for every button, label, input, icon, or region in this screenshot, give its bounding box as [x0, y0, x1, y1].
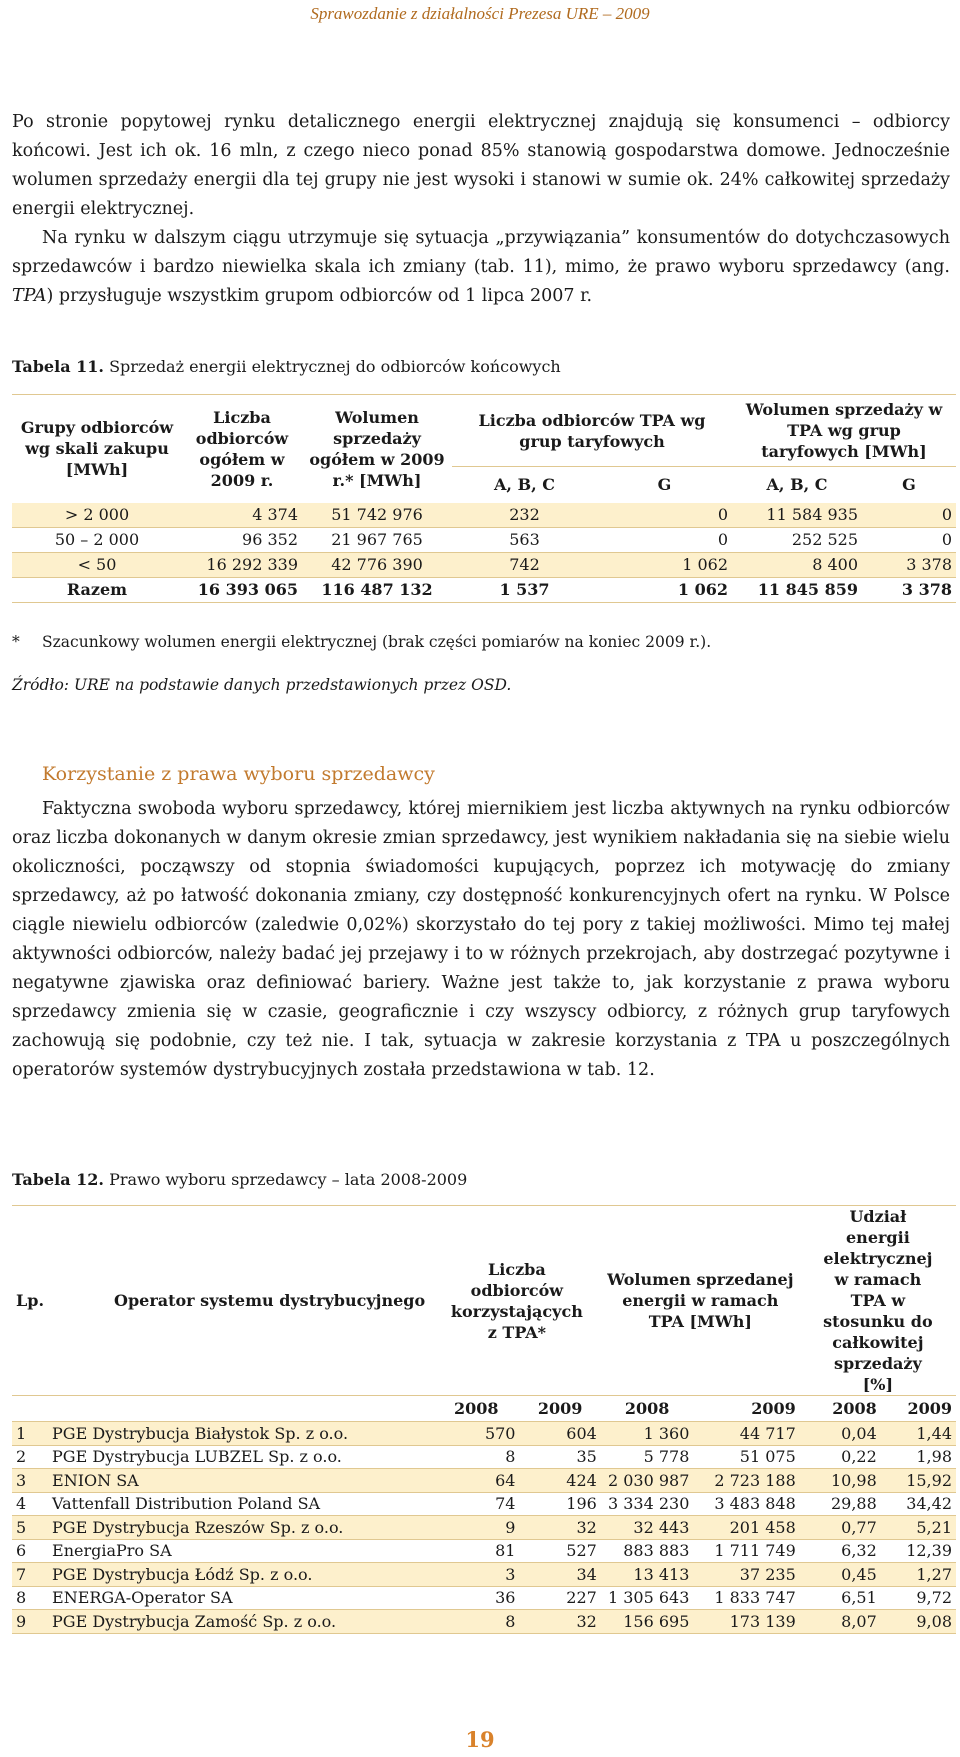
table11-cell-tpa-abc: 563: [452, 527, 597, 552]
table12-header-volume: Wolumen sprzedanej energii w ramach TPA [MWh]: [607, 1270, 794, 1331]
table12-cell-s2009: 15,92: [881, 1469, 956, 1493]
table11-cell-vol-g: 0: [862, 527, 956, 552]
page-number: 19: [465, 1727, 495, 1752]
table12-cell-lp: 2: [12, 1445, 48, 1469]
table12-year-2009: 2009: [519, 1396, 600, 1422]
table-row: [12, 1610, 956, 1634]
table12-cell-v2009: 3 483 848: [693, 1492, 799, 1516]
table12-cell-c2008: 36: [433, 1586, 520, 1610]
table11-cell-tpa-g: 1 062: [597, 552, 732, 577]
table12-cell-v2009: 1 833 747: [693, 1586, 799, 1610]
table-row: [12, 552, 956, 577]
table12-cell-s2009: 1,98: [881, 1445, 956, 1469]
table12-cell-operator: Vattenfall Distribution Poland SA: [48, 1492, 433, 1516]
table12-cell-c2009: 424: [519, 1469, 600, 1493]
table12-cell-v2008: 1 360: [601, 1422, 694, 1446]
table11-cell-vol-g: 3 378: [862, 552, 956, 577]
table12-cell-c2008: 3: [433, 1563, 520, 1587]
table12-header-count: Liczba odbiorców korzystających z TPA*: [450, 1259, 583, 1342]
table12-cell-c2009: 32: [519, 1516, 600, 1540]
table12-cell-s2009: 9,72: [881, 1586, 956, 1610]
table11-cell-vol-abc: 252 525: [732, 527, 862, 552]
table12-cell-v2009: 44 717: [693, 1422, 799, 1446]
table11-caption: [12, 357, 561, 376]
table12-cell-c2009: 227: [519, 1586, 600, 1610]
table12-cell-c2009: 604: [519, 1422, 600, 1446]
table12-cell-lp: 5: [12, 1516, 48, 1540]
table12-cell-s2009: 5,21: [881, 1516, 956, 1540]
table-12: [12, 1205, 956, 1634]
table11-cell-volume: 116 487 132: [302, 577, 452, 602]
table11-cell-vol-g: 3 378: [862, 577, 956, 602]
table12-cell-c2008: 64: [433, 1469, 520, 1493]
table11-header-volume: Wolumen sprzedaży ogółem w 2009 r.* [MWh]: [309, 407, 445, 490]
table12-year-2009: 2009: [881, 1396, 956, 1422]
section-title: Korzystanie z prawa wyboru sprzedawcy: [42, 763, 435, 785]
table12-cell-v2008: 3 334 230: [601, 1492, 694, 1516]
table11-caption-label: Tabela 11.: [12, 357, 104, 376]
table11-sub-g: G: [862, 467, 956, 503]
footnote-mark: *: [12, 633, 20, 651]
table12-caption: [12, 1170, 467, 1189]
intro-paragraph-1: Po stronie popytowej rynku detalicznego energii elektrycznej znajdują się konsumenci – odbiorcy końcowi. Jest ich ok. 16 mln, z czego nieco ponad 85% stanowią gospodarstwa domowe. Jednocześnie wolumen sprzedaży energii dla tej grupy nie jest wysoki i stanowi w sumie ok. 24% całkowitej sprzedaży energii elektrycznej.: [12, 112, 950, 219]
intro-paragraph-2: [12, 224, 950, 311]
table-11: [12, 394, 956, 603]
intro-p2-text-a: Na rynku w dalszym ciągu utrzymuje się sytuacja „przywiązania” konsumentów do dotychczasowych sprzedawców i bardzo niewielka skala ich zmiany (tab. 11), mimo, że prawo wyboru sprzedawcy (ang.: [12, 228, 950, 277]
table-row-total: [12, 577, 956, 602]
table12-cell-operator: EnergiaPro SA: [48, 1539, 433, 1563]
table11-cell-tpa-abc: 232: [452, 503, 597, 528]
table12-cell-v2009: 201 458: [693, 1516, 799, 1540]
table11-cell-count: 16 393 065: [182, 577, 302, 602]
table12-cell-v2008: 883 883: [601, 1539, 694, 1563]
table12-cell-lp: 9: [12, 1610, 48, 1634]
table11-footnote: [12, 633, 711, 651]
table11-cell-volume: 21 967 765: [302, 527, 452, 552]
table12-cell-s2008: 8,07: [800, 1610, 881, 1634]
table12-year-2009: 2009: [693, 1396, 799, 1422]
table11-header-row: [12, 395, 956, 467]
table-row: [12, 1422, 956, 1446]
table12-cell-s2009: 34,42: [881, 1492, 956, 1516]
table11-cell-tpa-abc: 1 537: [452, 577, 597, 602]
table12-caption-text: Prawo wyboru sprzedawcy – lata 2008-2009: [109, 1170, 468, 1189]
table12-cell-s2008: 10,98: [800, 1469, 881, 1493]
table11-cell-group: Razem: [12, 577, 182, 602]
table12-cell-s2009: 1,27: [881, 1563, 956, 1587]
table11-header-tpa-volume: Wolumen sprzedaży w TPA wg grup taryfowych [MWh]: [745, 400, 943, 461]
table12-year-2008: 2008: [433, 1396, 520, 1422]
table12-header-share: Udział energii elektrycznej w ramach TPA w stosunku do całkowitej sprzedaży [%]: [823, 1207, 933, 1394]
table12-cell-s2009: 12,39: [881, 1539, 956, 1563]
table12-cell-c2009: 196: [519, 1492, 600, 1516]
table12-cell-c2009: 34: [519, 1563, 600, 1587]
table12-cell-operator: ENION SA: [48, 1469, 433, 1493]
table11-header-count: Liczba odbiorców ogółem w 2009 r.: [195, 407, 289, 490]
section-body: Faktyczna swoboda wyboru sprzedawcy, której miernikiem jest liczba aktywnych na rynku odbiorców oraz liczba dokonanych w danym okresie zmian sprzedawcy, jest wynikiem nakładania się na siebie wielu okoliczności, począwszy od stopnia świadomości kupujących, poprzez ich motywację do zmiany sprzedawcy, aż po łatwość dokonania zmiany, czy dostępność konkurencyjnych ofert na rynku. W Polsce ciągle niewielu odbiorców (zaledwie 0,02%) skorzystało do tej pory z takiej możliwości. Mimo tej małej aktywności odbiorców, należy badać jej przejawy i to w różnych przekrojach, aby dostrzegać pozytywne i negatywne zjawiska oraz definiować bariery. Ważne jest także to, jak korzystanie z prawa wyboru sprzedawcy zmienia się w czasie, geograficznie i czy wszyscy odbiorcy, z różnych grup taryfowych zachowują się podobnie, czy też nie. I tak, sytuacja w zakresie korzystania z TPA u poszczególnych operatorów systemów dystrybucyjnych została przedstawiona w tab. 12.: [12, 799, 950, 1080]
table11-cell-count: 96 352: [182, 527, 302, 552]
table12-cell-v2009: 173 139: [693, 1610, 799, 1634]
table12-header-lp: Lp.: [16, 1291, 45, 1310]
table11-sub-abc: A, B, C: [732, 467, 862, 503]
table11-sub-abc: A, B, C: [452, 467, 597, 503]
table11-sub-g: G: [597, 467, 732, 503]
table12-cell-v2008: 32 443: [601, 1516, 694, 1540]
table12-cell-s2008: 6,51: [800, 1586, 881, 1610]
table12-cell-c2008: 9: [433, 1516, 520, 1540]
table12-cell-c2008: 570: [433, 1422, 520, 1446]
table12-cell-lp: 3: [12, 1469, 48, 1493]
table12-caption-label: Tabela 12.: [12, 1170, 104, 1189]
table11-cell-group: 50 – 2 000: [12, 527, 182, 552]
table12-cell-operator: PGE Dystrybucja LUBZEL Sp. z o.o.: [48, 1445, 433, 1469]
table12-cell-c2009: 32: [519, 1610, 600, 1634]
table11-cell-tpa-abc: 742: [452, 552, 597, 577]
table12-cell-c2008: 81: [433, 1539, 520, 1563]
table-row: [12, 1469, 956, 1493]
table-row: [12, 503, 956, 528]
table12-cell-s2009: 1,44: [881, 1422, 956, 1446]
table12-cell-lp: 4: [12, 1492, 48, 1516]
table12-cell-s2008: 6,32: [800, 1539, 881, 1563]
table12-cell-v2008: 2 030 987: [601, 1469, 694, 1493]
table12-cell-c2009: 527: [519, 1539, 600, 1563]
table12-cell-v2009: 51 075: [693, 1445, 799, 1469]
table-row: [12, 1563, 956, 1587]
intro-p2-text-b: ) przysługuje wszystkim grupom odbiorców od 1 lipca 2007 r.: [46, 286, 593, 306]
table12-cell-operator: PGE Dystrybucja Rzeszów Sp. z o.o.: [48, 1516, 433, 1540]
table12-cell-s2009: 9,08: [881, 1610, 956, 1634]
table12-cell-v2008: 1 305 643: [601, 1586, 694, 1610]
table12-cell-v2009: 2 723 188: [693, 1469, 799, 1493]
table11-header-group: Grupy odbiorców wg skali zakupu [MWh]: [20, 418, 174, 480]
table-row: [12, 1492, 956, 1516]
table11-cell-vol-g: 0: [862, 503, 956, 528]
table12-cell-s2008: 0,45: [800, 1563, 881, 1587]
table12-cell-v2008: 13 413: [601, 1563, 694, 1587]
table12-cell-operator: PGE Dystrybucja Łódź Sp. z o.o.: [48, 1563, 433, 1587]
table12-cell-lp: 7: [12, 1563, 48, 1587]
table12-year-row: [12, 1396, 956, 1422]
table12-cell-s2008: 0,77: [800, 1516, 881, 1540]
table11-cell-count: 4 374: [182, 503, 302, 528]
table12-cell-c2008: 8: [433, 1445, 520, 1469]
table11-cell-volume: 42 776 390: [302, 552, 452, 577]
table11-cell-tpa-g: 0: [597, 527, 732, 552]
table12-cell-lp: 1: [12, 1422, 48, 1446]
table11-cell-group: > 2 000: [12, 503, 182, 528]
table-row: [12, 1516, 956, 1540]
table12-body: [12, 1422, 956, 1634]
table12-cell-lp: 8: [12, 1586, 48, 1610]
table12-header-row: [12, 1206, 956, 1396]
table11-cell-volume: 51 742 976: [302, 503, 452, 528]
table12-cell-v2008: 5 778: [601, 1445, 694, 1469]
table12-cell-v2008: 156 695: [601, 1610, 694, 1634]
footnote-text: Szacunkowy wolumen energii elektrycznej (brak części pomiarów na koniec 2009 r.).: [42, 633, 712, 651]
table11-cell-group: < 50: [12, 552, 182, 577]
table12-cell-c2008: 74: [433, 1492, 520, 1516]
table12-year-2008: 2008: [601, 1396, 694, 1422]
table11-header-tpa-count: Liczba odbiorców TPA wg grup taryfowych: [478, 410, 706, 451]
intro-p2-tpa-abbrev: TPA: [12, 286, 47, 306]
table11-cell-vol-abc: 11 845 859: [732, 577, 862, 602]
table11-source: Źródło: URE na podstawie danych przedstawionych przez OSD.: [12, 676, 512, 694]
table12-cell-operator: PGE Dystrybucja Zamość Sp. z o.o.: [48, 1610, 433, 1634]
table12-cell-operator: ENERGA-Operator SA: [48, 1586, 433, 1610]
running-header: Sprawozdanie z działalności Prezesa URE – 2009: [310, 4, 650, 23]
table12-cell-v2009: 37 235: [693, 1563, 799, 1587]
table12-cell-c2008: 8: [433, 1610, 520, 1634]
table11-cell-tpa-g: 1 062: [597, 577, 732, 602]
table12-cell-s2008: 29,88: [800, 1492, 881, 1516]
table11-caption-text: Sprzedaż energii elektrycznej do odbiorców końcowych: [109, 357, 561, 376]
table12-cell-s2008: 0,22: [800, 1445, 881, 1469]
table12-cell-v2009: 1 711 749: [693, 1539, 799, 1563]
table12-cell-c2009: 35: [519, 1445, 600, 1469]
table11-cell-count: 16 292 339: [182, 552, 302, 577]
table12-cell-lp: 6: [12, 1539, 48, 1563]
table12-header-operator: Operator systemu dystrybucyjnego: [114, 1291, 426, 1310]
table11-cell-tpa-g: 0: [597, 503, 732, 528]
table-row: [12, 1445, 956, 1469]
table-row: [12, 1539, 956, 1563]
table11-cell-vol-abc: 11 584 935: [732, 503, 862, 528]
table-row: [12, 1586, 956, 1610]
table12-year-2008: 2008: [800, 1396, 881, 1422]
table-row: [12, 527, 956, 552]
table11-cell-vol-abc: 8 400: [732, 552, 862, 577]
table12-cell-s2008: 0,04: [800, 1422, 881, 1446]
table12-cell-operator: PGE Dystrybucja Białystok Sp. z o.o.: [48, 1422, 433, 1446]
